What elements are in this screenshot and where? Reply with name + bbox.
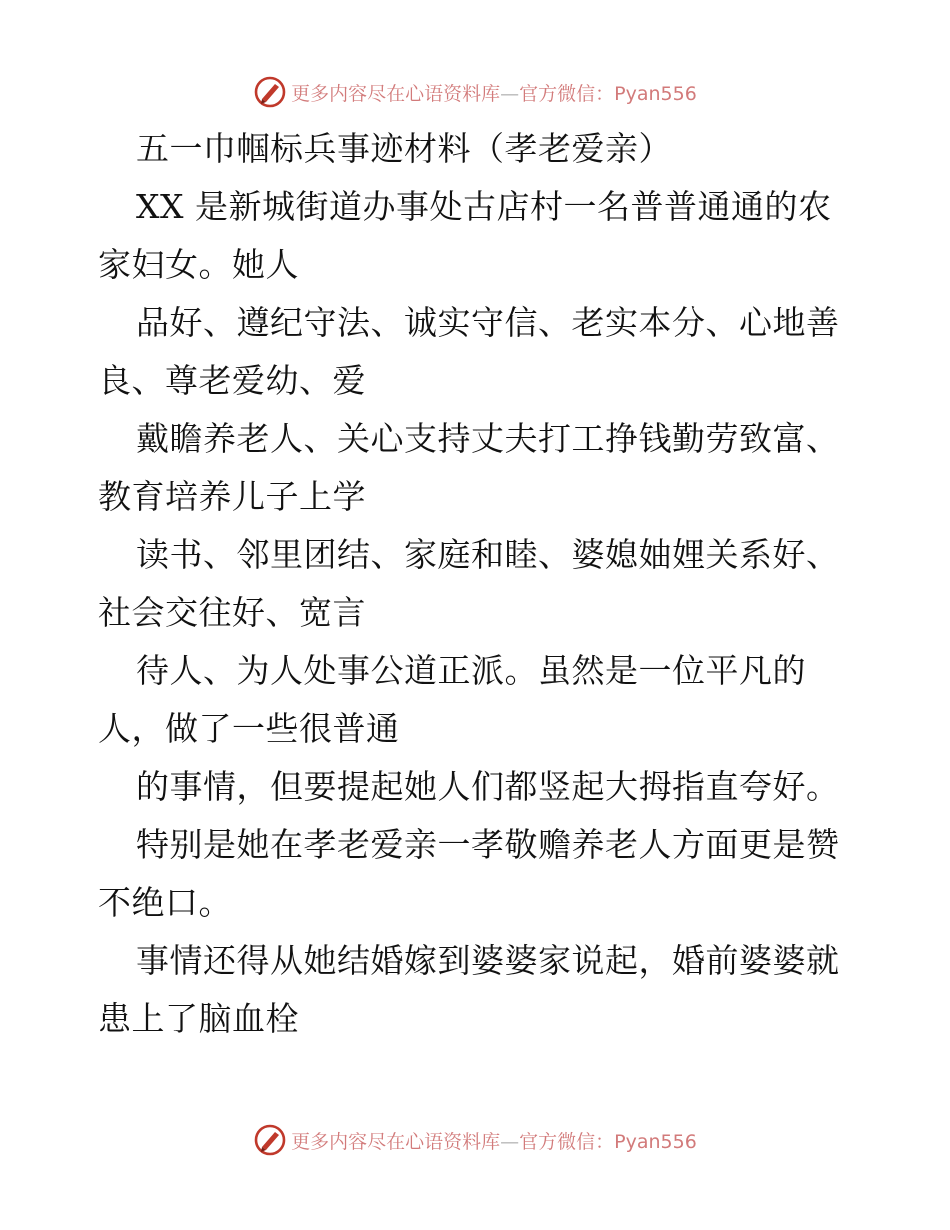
pen-circle-logo-icon (253, 1123, 287, 1157)
paragraph-line: 品好、遵纪守法、诚实守信、老实本分、心地善 (136, 303, 840, 342)
pen-circle-logo-icon (253, 75, 287, 109)
watermark-text: 更多内容尽在心语资料库—官方微信：Pyan556 (291, 82, 697, 105)
header-watermark (0, 72, 950, 112)
paragraph-line: 待人、为人处事公道正派。虽然是一位平凡的 (136, 651, 806, 690)
paragraph-line: 的事情，但要提起她人们都竖起大拇指直夸好。 (136, 767, 840, 806)
document-title: 五一巾帼标兵事迹材料（孝老爱亲） (136, 129, 672, 168)
paragraph-line: 良、尊老爱幼、爱 (98, 361, 366, 400)
paragraph-line: 读书、邻里团结、家庭和睦、婆媳妯娌关系好、 (136, 535, 840, 574)
paragraph-line: 特别是她在孝老爱亲一孝敬赡养老人方面更是赞 (136, 825, 840, 864)
document-body (98, 120, 858, 1048)
paragraph-line: 不绝口。 (98, 883, 232, 922)
paragraph-line: 社会交往好、宽言 (98, 593, 366, 632)
paragraph-line: 人，做了一些很普通 (98, 709, 400, 748)
paragraph-line: 患上了脑血栓 (98, 999, 299, 1038)
paragraph-line: 戴瞻养老人、关心支持丈夫打工挣钱勤劳致富、 (136, 419, 840, 458)
paragraph-line: 教育培养儿子上学 (98, 477, 366, 516)
footer-watermark (0, 1120, 950, 1160)
watermark-text: 更多内容尽在心语资料库—官方微信：Pyan556 (291, 1130, 697, 1153)
paragraph-line: 事情还得从她结婚嫁到婆婆家说起，婚前婆婆就 (136, 941, 840, 980)
paragraph-line: 家妇女。她人 (98, 245, 299, 284)
paragraph-line: XX 是新城街道办事处古店村一名普普通通的农 (136, 187, 832, 226)
